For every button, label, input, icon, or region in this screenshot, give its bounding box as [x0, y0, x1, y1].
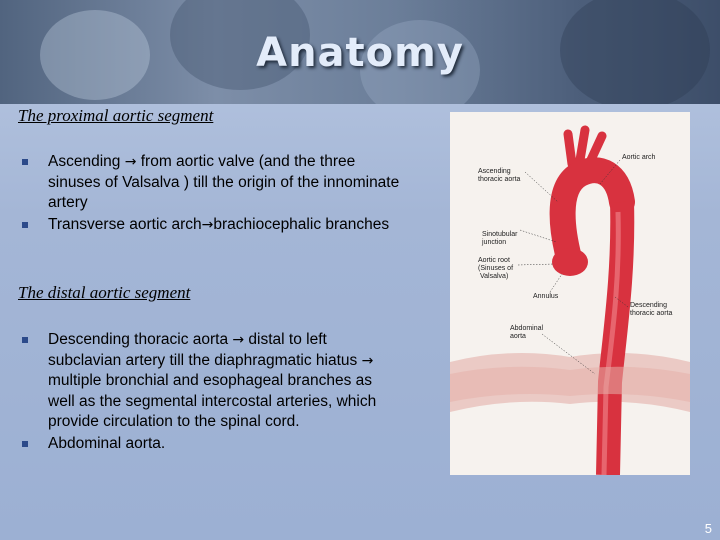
distal-heading: The distal aortic segment — [18, 283, 191, 302]
label-aortic-root: Valsalva) — [480, 273, 509, 280]
arrow-icon: → — [201, 216, 214, 233]
arrow-icon: → — [124, 154, 137, 170]
label-ascending: thoracic aorta — [478, 176, 521, 183]
aorta-diagram — [450, 112, 690, 475]
label-aortic-root: (Sinuses of — [478, 265, 514, 272]
list-item — [22, 215, 402, 236]
distal-bullet-list — [22, 330, 402, 455]
label-ascending: Ascending — [478, 168, 511, 175]
aortic-root-shape — [552, 248, 588, 276]
label-descending: thoracic aorta — [630, 310, 673, 317]
label-abdominal: Abdominal — [510, 325, 544, 332]
bullet-text: Descending thoracic aorta — [48, 331, 233, 348]
bullet-text: multiple bronchial and esophageal branches as well as the segmental intercostal arteries, which provide circulation to the spinal cord. — [48, 372, 377, 430]
bullet-text: from aortic valve (and the three sinuses of Valsalva ) till the origin of the innominate artery — [48, 153, 400, 211]
bullet-text: distal to left subclavian artery till the diaphragmatic hiatus — [48, 331, 362, 369]
header-banner — [0, 0, 720, 104]
list-item — [22, 434, 402, 455]
label-abdominal: aorta — [510, 333, 526, 340]
list-item — [22, 152, 402, 214]
label-aortic-root: Aortic root — [478, 257, 510, 264]
label-sinotubular: Sinotubular — [482, 231, 518, 238]
proximal-bullet-list — [22, 152, 402, 236]
bullet-text: brachiocephalic branches — [213, 215, 390, 233]
bullet-text: Abdominal aorta. — [48, 434, 166, 452]
label-sinotubular: junction — [482, 239, 507, 246]
bullet-icon — [22, 159, 28, 165]
arrow-icon: → — [232, 332, 245, 348]
label-descending: Descending — [630, 302, 667, 309]
page-number: 5 — [704, 521, 712, 536]
arrow-icon: → — [361, 352, 374, 369]
proximal-heading: The proximal aortic segment — [18, 106, 214, 125]
bullet-icon — [22, 441, 28, 447]
bullet-text: Ascending — [48, 153, 125, 170]
list-item — [22, 330, 402, 433]
label-aortic-arch: Aortic arch — [622, 154, 656, 161]
page-title: Anatomy — [256, 30, 464, 76]
aorta-illustration — [450, 112, 690, 475]
bullet-text: Transverse aortic arch — [48, 215, 202, 233]
bullet-icon — [22, 222, 28, 228]
bullet-icon — [22, 337, 28, 343]
label-annulus: Annulus — [533, 293, 559, 300]
